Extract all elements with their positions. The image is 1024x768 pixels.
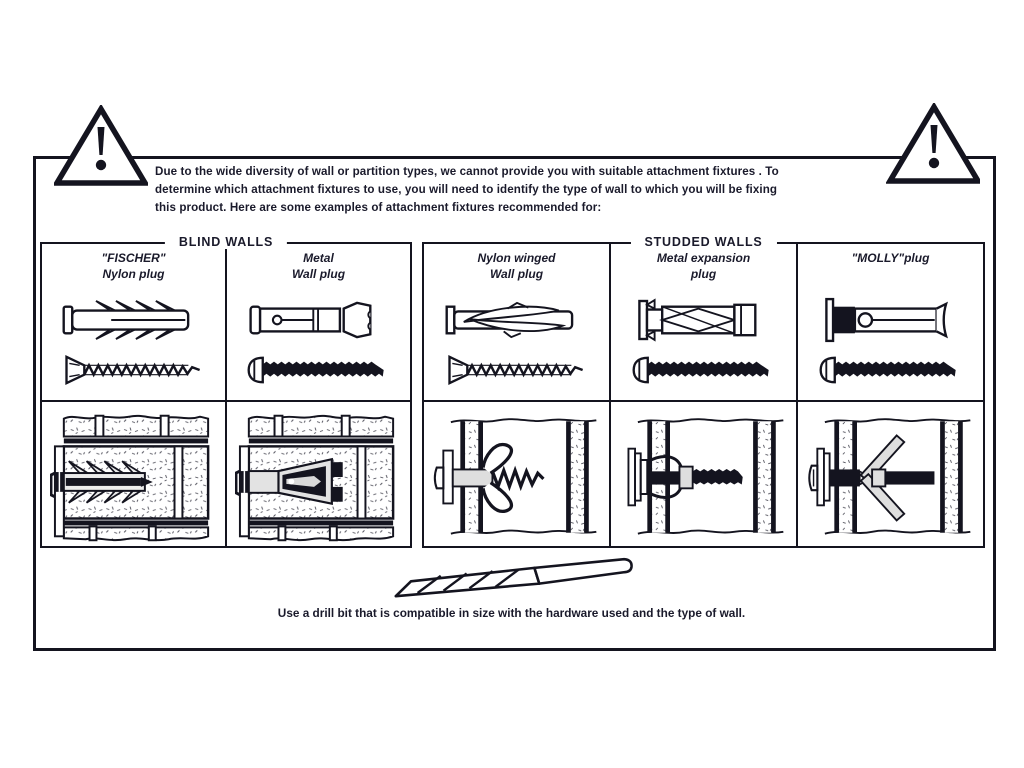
column-divider-line [798, 400, 983, 402]
metal-wall-plug-icon [243, 292, 395, 348]
column-divider-line [611, 400, 796, 402]
fischer-plug-wall-cross-section [50, 408, 218, 546]
section-title-studded-walls: STUDDED WALLS [630, 235, 776, 249]
warning-triangle-icon [886, 103, 980, 187]
plug-label: Metal Wall plug [291, 251, 346, 281]
plug-label: "FISCHER" Nylon plug [101, 251, 166, 281]
plug-label: Nylon winged Wall plug [477, 251, 556, 281]
countersunk-screw-icon [442, 350, 592, 390]
nylon-winged-plug-icon [441, 292, 593, 348]
plug-label: Metal expansion plug [656, 251, 751, 281]
molly-plug-icon [815, 292, 967, 348]
metal-plug-wall-cross-section [235, 408, 403, 546]
column-divider-line [227, 400, 410, 402]
drill-bit-illustration [385, 556, 641, 602]
section-studded-walls [422, 235, 985, 548]
fischer-nylon-plug-icon [58, 292, 210, 348]
column-divider-line [42, 400, 225, 402]
plug-label: "MOLLY"plug [851, 251, 930, 265]
column-metal-wall-plug [225, 244, 410, 546]
intro-line: determine which attachment fixtures to use, you will need to identify the type of wall to which you will be fixing [155, 183, 778, 196]
column-nylon-winged-plug [424, 244, 609, 546]
section-title-blind-walls: BLIND WALLS [165, 235, 287, 249]
intro-line: this product. Here are some examples of attachment fixtures recommended for: [155, 201, 602, 214]
metal-expansion-plug-wall-cross-section [619, 408, 789, 546]
metal-expansion-plug-icon [628, 292, 780, 348]
warning-triangle-icon [54, 105, 148, 189]
column-molly-plug [796, 244, 983, 546]
countersunk-screw-icon [59, 350, 209, 390]
column-divider-line [424, 400, 609, 402]
pan-head-machine-screw-icon [816, 350, 966, 390]
column-metal-expansion-plug [609, 244, 796, 546]
intro-paragraph [155, 163, 779, 217]
section-blind-walls [40, 235, 412, 548]
column-fischer-nylon-plug [42, 244, 225, 546]
nylon-winged-plug-wall-cross-section [432, 408, 602, 546]
pan-head-machine-screw-icon [629, 350, 779, 390]
molly-plug-wall-cross-section [806, 408, 976, 546]
pan-head-machine-screw-icon [244, 350, 394, 390]
drill-caption: Use a drill bit that is compatible in size with the hardware used and the type of wall. [277, 606, 746, 620]
intro-line: Due to the wide diversity of wall or partition types, we cannot provide you with suitable attachment fixtures . To [155, 165, 779, 178]
